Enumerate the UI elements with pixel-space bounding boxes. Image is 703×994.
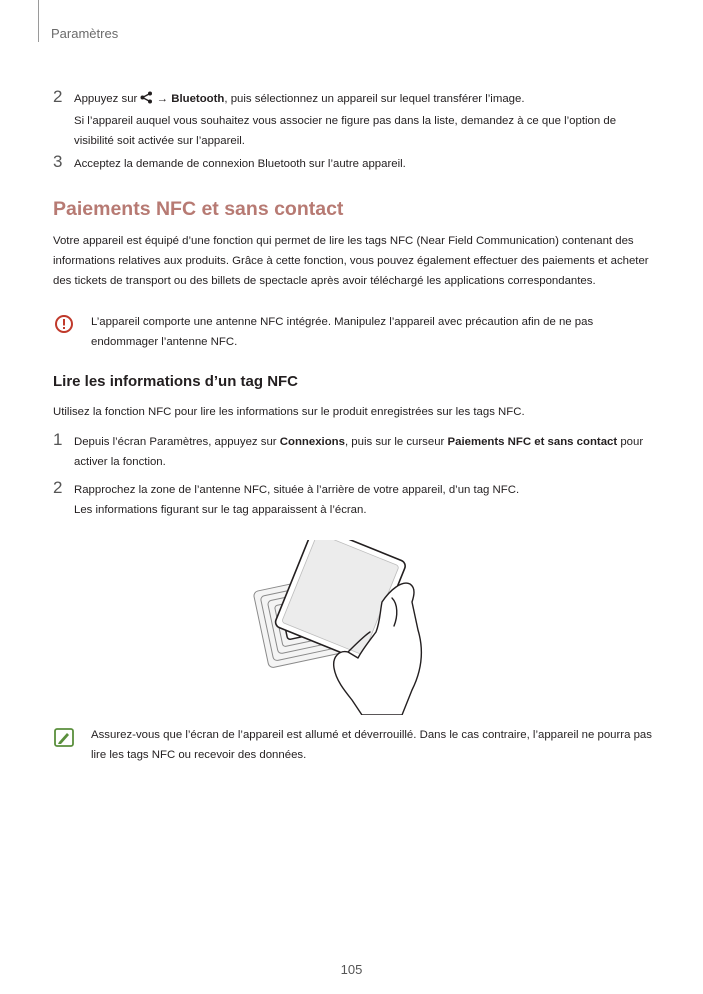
step-bluetooth-select bbox=[53, 89, 653, 151]
section-intro: Votre appareil est équipé d’une fonction qui permet de lire les tags NFC (Near Field Communication) contenant des informations relatives aux produits. Grâce à cette fonction, vous pouvez également effectuer des paiements et acheter des tickets de transport ou des billets de spectacle après avoir téléchargé les applications correspondantes. bbox=[53, 235, 649, 287]
step-number: 3 bbox=[53, 152, 63, 171]
caution-text: L’appareil comporte une antenne NFC intégrée. Manipulez l’appareil avec précaution afin de ne pas endommager l’antenne NFC. bbox=[91, 316, 594, 348]
step-number: 2 bbox=[53, 478, 63, 497]
step-text-after: , puis sélectionnez un appareil sur lequel transférer l’image. bbox=[224, 93, 525, 105]
step-body bbox=[74, 480, 653, 520]
tip-text: Assurez-vous que l’écran de l’appareil est allumé et déverrouillé. Dans le cas contraire, l’appareil ne pourra pas lire les tags NFC ou recevoir des données. bbox=[91, 729, 652, 761]
caution-icon bbox=[53, 314, 75, 334]
tip-note bbox=[53, 725, 653, 765]
page-number: 105 bbox=[340, 962, 363, 977]
step-detail: Les informations figurant sur le tag apparaissent à l’écran. bbox=[74, 504, 367, 516]
step-enable-nfc bbox=[53, 432, 653, 472]
connexions-label: Connexions bbox=[279, 436, 345, 448]
step-text: Acceptez la demande de connexion Bluetooth sur l’autre appareil. bbox=[74, 158, 406, 170]
header-divider bbox=[38, 0, 39, 42]
paiements-nfc-label: Paiements NFC et sans contact bbox=[447, 436, 618, 448]
bluetooth-label: Bluetooth bbox=[171, 93, 225, 105]
share-icon bbox=[140, 91, 153, 111]
step-text-after: pour activer la fonction. bbox=[74, 436, 644, 468]
step-detail: Si l’appareil auquel vous souhaitez vous associer ne figure pas dans la liste, demandez à ce que l’option de visibilité soit activée sur l’appareil. bbox=[74, 115, 617, 147]
step-text-middle: , puis sur le curseur bbox=[344, 436, 448, 448]
caution-note bbox=[53, 312, 653, 352]
step-text: Depuis l’écran Paramètres, appuyez sur bbox=[74, 436, 280, 448]
subsection-intro: Utilisez la fonction NFC pour lire les informations sur le produit enregistrées sur les tags NFC. bbox=[53, 406, 525, 418]
step-body bbox=[74, 432, 653, 472]
note-icon bbox=[53, 728, 75, 748]
step-approach-tag bbox=[53, 480, 653, 520]
step-accept-connection bbox=[53, 154, 653, 174]
step-body bbox=[74, 89, 653, 151]
arrow-text: → bbox=[153, 93, 172, 105]
step-text: Rapprochez la zone de l’antenne NFC, située à l’arrière de votre appareil, d’un tag NFC. bbox=[74, 484, 520, 496]
section-title: Paiements NFC et sans contact bbox=[53, 198, 344, 220]
nfc-illustration bbox=[252, 540, 452, 715]
page-header-title: Paramètres bbox=[51, 26, 119, 41]
step-number: 1 bbox=[53, 430, 63, 449]
step-text: Appuyez sur bbox=[74, 93, 141, 105]
subsection-title: Lire les informations d’un tag NFC bbox=[53, 373, 299, 390]
step-number: 2 bbox=[53, 87, 63, 106]
